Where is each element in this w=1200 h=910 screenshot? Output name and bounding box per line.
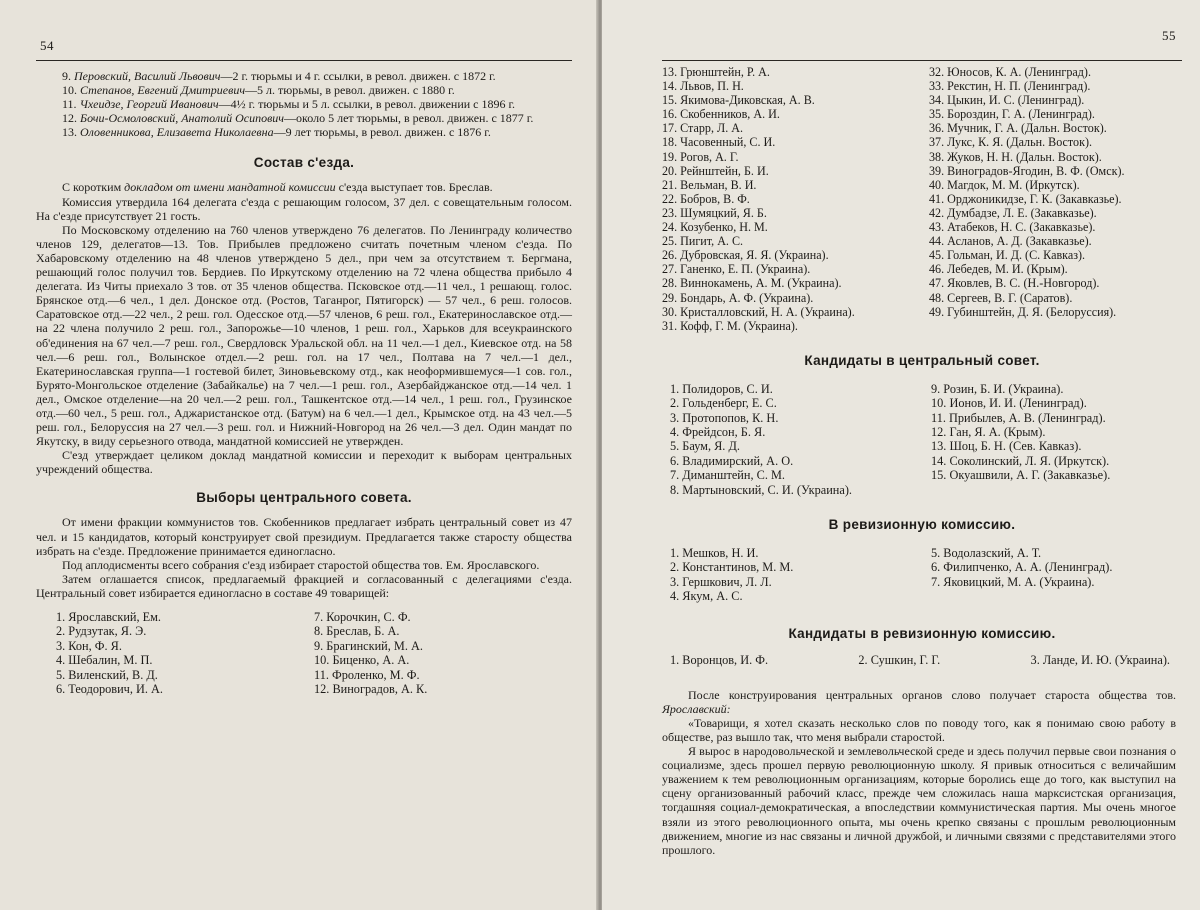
list-item: 6. Теодорович, И. А. [56,682,163,697]
section-heading-council-candidates: Кандидаты в центральный совет. [804,352,1040,368]
list-item: 3. Ланде, И. Ю. (Украина). [1030,652,1170,667]
list-item: 7. Диманштейн, С. М. [670,468,785,483]
candidates-col1 [670,382,921,497]
list-item: 19. Рогов, А. Г. [662,149,739,164]
list-item: 31. Кофф, Г. М. (Украина). [662,318,798,333]
list-item: 49. Губинштейн, Д. Я. (Белоруссия). [929,304,1117,319]
list-item: 20. Рейнштейн, Б. И. [662,163,769,178]
page-number: 55 [1162,28,1176,43]
paragraph: Комиссия утвердила 164 делегата с'езда с решающим голосом, 37 дел. с совещательным голосом. На с'езде присутствует 21 гость. [36,194,572,223]
list-item: 7. Яковицкий, М. А. (Украина). [931,574,1095,589]
list-item: 9. Брагинский, М. А. [314,638,423,653]
list-item: 11. Прибылев, А. В. (Ленинград). [931,410,1106,425]
list-item: 10. Биценко, А. А. [314,653,410,668]
paragraph: С'езд утверждает целиком доклад мандатной комиссии и переходит к выборам центральных учреждений общества. [36,448,572,477]
bio-entry: 13. Оловенникова, Елизавета Николаевна—9 лет тюрьмы, в револ. движен. с 1876 г. [62,125,491,140]
list-item: 35. Бороздин, Г. А. (Ленинград). [929,107,1095,122]
list-item: 6. Владимирский, А. О. [670,453,794,468]
list-item: 24. Козубенко, Н. М. [662,220,768,235]
council-list-continued [662,65,1182,333]
list-item: 3. Кон, Ф. Я. [56,638,122,653]
revision-col2 [921,546,1182,604]
list-item: 46. Лебедев, М. И. (Крым). [929,262,1068,277]
list-item: 23. Шумяцкий, Я. Б. [662,205,767,220]
list-item: 37. Лукс, К. Я. (Дальн. Восток). [929,135,1093,150]
council-list-col1 [56,610,314,696]
list-item: 12. Виноградов, А. К. [314,682,428,697]
list-item: 2. Константинов, М. М. [670,560,794,575]
list-item: 4. Шебалин, М. П. [56,653,153,668]
revision-list [662,546,1182,604]
list-item: 22. Бобров, В. Ф. [662,191,750,206]
candidates-col2 [921,382,1182,497]
bio-entry: 11. Чхеидзе, Георгий Иванович—4½ г. тюрьмы и 5 л. ссылки, в револ. движении с 1896 г. [62,97,516,112]
council-candidates-list [662,382,1182,497]
list-item: 43. Атабеков, Н. С. (Закавказье). [929,220,1096,235]
bio-entry: 10. Степанов, Евгений Дмитриевич—5 л. тюрьмы, в револ. движен. с 1880 г. [62,83,455,98]
bio-entry: 12. Бочи-Осмоловский, Анатолий Осипович—около 5 лет тюрьмы, в револ. движен. с 1877 г. [62,111,534,126]
list-item: 14. Соколинский, Л. Я. (Иркутск). [931,453,1110,468]
list-item: 3. Протопопов, К. Н. [670,410,779,425]
list-item: 4. Фрейдсон, Б. Я. [670,425,766,439]
list-item: 47. Яковлев, В. С. (Н.-Новгород). [929,276,1100,291]
list-item: 10. Ионов, И. И. (Ленинград). [931,396,1087,411]
list-item: 1. Воронцов, И. Ф. [670,652,769,667]
list-item: 45. Гольман, И. Д. (С. Кавказ). [929,248,1086,263]
paragraph: «Товарищи, я хотел сказать несколько слов по поводу того, как я понимаю свою работу в обществе, раз вышло так, что меня выбрали старостой. [662,715,1176,744]
list-item: 30. Кристалловский, Н. А. (Украина). [662,304,855,319]
header-rule [36,60,572,61]
council-list-col2 [915,65,1182,333]
list-item: 2. Гольденберг, Е. С. [670,396,777,411]
list-item: 48. Сергеев, В. Г. (Саратов). [929,290,1073,305]
list-item: 26. Дубровская, Я. Я. (Украина). [662,248,829,263]
list-item: 1. Мешков, Н. И. [670,546,759,561]
right-page [602,0,1200,910]
list-item: 12. Ган, Я. А. (Крым). [931,425,1046,439]
list-item: 39. Виноградов-Ягодин, В. Ф. (Омск). [929,163,1125,178]
list-item: 7. Корочкин, С. Ф. [314,610,411,624]
paragraph: Затем оглашается список, предлагаемый фракцией и согласованный с делегациями с'езда. Центральный совет избирается единогласно в составе 49 товарищей: [36,571,572,600]
list-item: 21. Вельман, В. И. [662,177,757,192]
section-heading-revision-candidates: Кандидаты в ревизионную комиссию. [788,625,1056,641]
list-item: 34. Цыкин, И. С. (Ленинград). [929,93,1085,108]
bio-list [36,69,572,139]
paragraph: С коротким докладом от имени мандатной комиссии с'езда выступает тов. Бреслав. [62,180,493,195]
list-item: 29. Бондарь, А. Ф. (Украина). [662,290,814,305]
list-item: 40. Магдок, М. М. (Иркутск). [929,177,1080,192]
list-item: 1. Ярославский, Ем. [56,610,161,624]
list-item: 13. Шоц, Б. Н. (Сев. Кавказ). [931,439,1082,454]
list-item: 32. Юносов, К. А. (Ленинград). [929,65,1091,79]
council-list [36,610,572,696]
list-item: 9. Розин, Б. И. (Украина). [931,381,1064,396]
list-item: 8. Мартыновский, С. И. (Украина). [670,482,852,497]
section-heading-revision: В ревизионную комиссию. [828,517,1016,533]
paragraph: От имени фракции коммунистов тов. Скобенников предлагает избрать центральный совет из 47 чел. и 15 кандидатов, который конструирует свой президиум. Предлагается также старосту общества избрать на с'езде. Предложение принимается единогласно. [36,515,572,558]
list-item: 44. Асланов, А. Д. (Закавказье). [929,234,1092,249]
list-item: 4. Якум, А. С. [670,589,743,604]
paragraph: Я вырос в народовольческой и землевольческой среде и здесь получил первые свои познания о социализме, здесь прошел первую революционную школу. Я привык относиться с величайшим уважением к тем революционным организациям, которые боролись еще до того, как выступил на сцену организованный рабочий класс, прежде чем сложилась наша марксистская организация, тогдашняя социал-демократическая, а впоследствии коммунистическая партия. Мы очень многое взяли из этого революционного опыта, мы очень крепко связаны с прошлым революционным движением, многие из нас связаны и личной дружбой, и личными связями с представителями этого прошлого. [662,744,1176,857]
list-item: 25. Пигит, А. С. [662,234,744,249]
bio-entry: 9. Перовский, Василий Львович—2 г. тюрьмы и 4 г. ссылки, в револ. движен. с 1872 г. [62,69,496,83]
list-item: 16. Скобенников, А. И. [662,107,780,122]
list-item: 11. Фроленко, М. Ф. [314,667,420,682]
revision-col1 [670,546,921,604]
council-list-col2 [314,610,572,696]
list-item: 14. Львов, П. Н. [662,79,744,94]
list-item: 13. Грюнштейн, Р. А. [662,65,770,79]
list-item: 5. Виленский, В. Д. [56,667,158,682]
list-item: 8. Бреслав, Б. А. [314,624,400,639]
paragraph: По Московскому отделению на 760 членов утверждено 76 делегатов. По Ленинграду количество членов 129, делегатов—13. Тов. Прибылев предложено считать почетным членом с'езда. По Хабаровскому отделению на 48 членов утверждено 5 дел., при чем за отсутствием т. Бергмана, решающий голос получил тов. Бердиев. По Иркутскому отделению на 72 члена общества прибыло 4 делегата. Из Читы приехало 3 тов. от 35 членов общества. Псковское отд.—11 чел., 1 решающ. голос. Брянское отд.—6 чел., 1 дел. Донское отд. (Ростов, Таганрог, Пятигорск) — 57 чел., 6 реш. голосов. Саратовское отд.—22 чел., 2 реш. гол. Одесское отд.—57 членов, 6 реш. гол., Екатеринославское отд.—на 22 члена получило 2 реш. гол., Запорожье—10 членов, 1 реш. гол., Харьков для всеукраинского об'единения на 67 чел.—7 реш. гол., Свердловск Уральской обл. на 11 чел.—1 дел., Киевское отд. на 58 чел.—6 реш. гол., Волынское отдел.—2 реш. гол. на 17 чел., Полтава на 7 чел.—1 дел., Екатеринославская группа—1 гостевой билет, Зиновьевскому отд., как неоформившемуся—1 сов. гол., Бурято-Монгольское отделение (Забайкалье) на 7 чел.—1 реш. гол., Азербайджанское отд.—14 чел. 1 дел., Омское отделение—на 20 чел.—2 реш. гол., Ташкентское отд.—14 чел., 1 реш. гол., Грузинское отд.—60 чел., 5 реш. гол., Аджаристанское отд. (Батум) на 6 чел.—1 дел., Крымское отд. на 43 чел.—5 реш. гол., Белоруссия на 27 чел.—3 реш. гол. и Нижний-Новгород на 26 чел.—3 дел. Один мандат по Якутску, в виду серьезного отвода, мандатной комиссией не утвержден. [36,222,572,449]
list-item: 2. Сушкин, Г. Г. [858,652,941,667]
closing-text [662,688,1182,857]
list-item: 42. Думбадзе, Л. Е. (Закавказье). [929,205,1097,220]
list-item: 36. Мучник, Г. А. (Дальн. Восток). [929,121,1107,136]
list-item: 28. Виннокамень, А. М. (Украина). [662,276,842,291]
list-item: 2. Рудзутак, Я. Э. [56,624,147,639]
list-item: 33. Рекстин, Н. П. (Ленинград). [929,79,1091,94]
list-item: 5. Баум, Я. Д. [670,439,740,454]
list-item: 17. Старр, Л. А. [662,121,743,136]
list-item: 18. Часовенный, С. И. [662,135,776,150]
section-heading-composition: Состав с'езда. [253,155,355,171]
council-list-col1 [662,65,915,333]
list-item: 6. Филипченко, А. А. (Ленинград). [931,560,1113,575]
paragraph: После конструирования центральных органов слово получает староста общества тов. Ярославский: [662,687,1176,716]
list-item: 5. Водолазский, А. Т. [931,546,1042,561]
paragraph: Под аплодисменты всего собрания с'езд избирает старостой общества тов. Ем. Ярославского. [62,557,540,572]
left-page [0,0,598,910]
list-item: 3. Гершкович, Л. Л. [670,574,772,589]
revision-candidates-row [662,653,1170,668]
list-item: 15. Окуашвили, А. Г. (Закавказье). [931,468,1111,483]
header-rule [662,60,1182,61]
list-item: 27. Ганенко, Е. П. (Украина). [662,262,811,277]
list-item: 1. Полидоров, С. И. [670,381,773,396]
list-item: 38. Жуков, Н. Н. (Дальн. Восток). [929,149,1102,164]
list-item: 15. Якимова-Диковская, А. В. [662,93,815,108]
section-heading-election: Выборы центрального совета. [196,490,412,506]
page-number: 54 [40,38,54,53]
list-item: 41. Орджоникидзе, Г. К. (Закавказье). [929,191,1122,206]
